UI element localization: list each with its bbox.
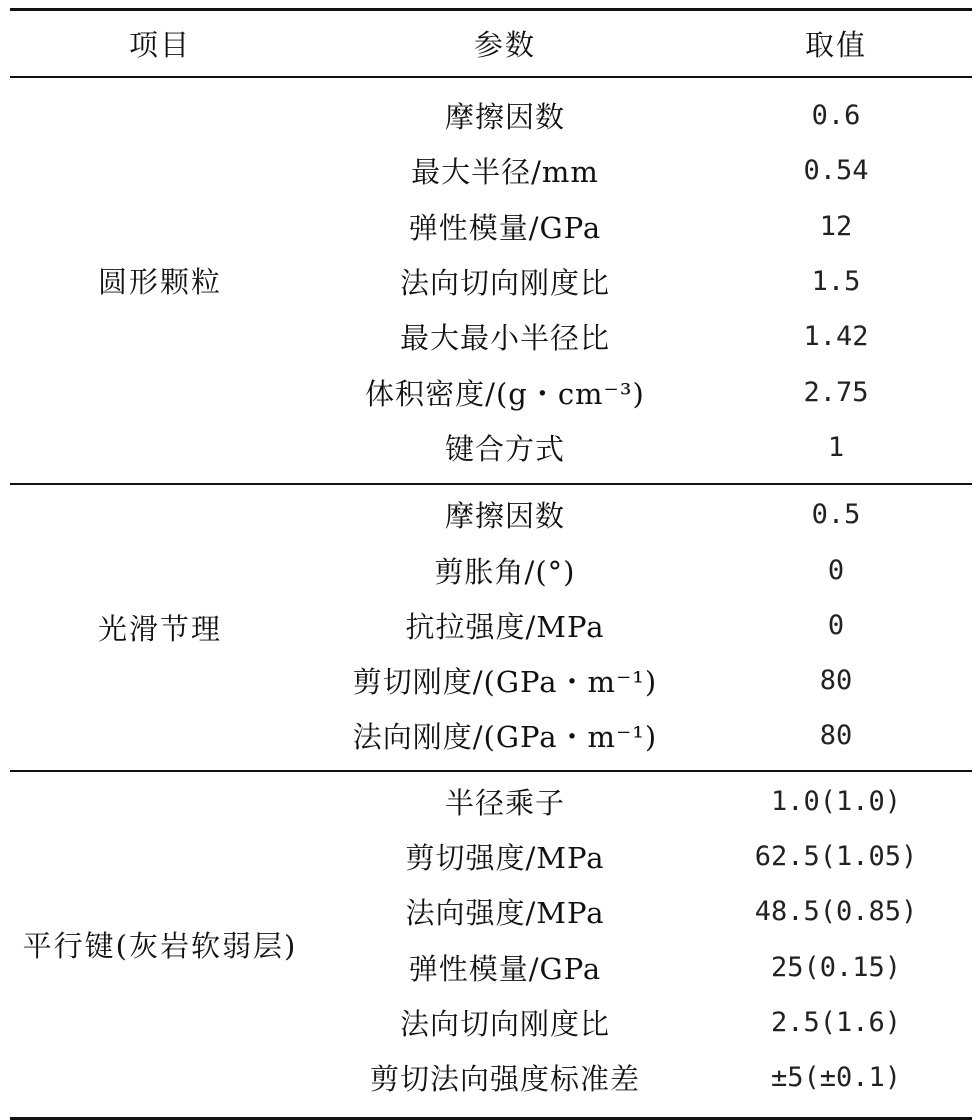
param-cell: 键合方式	[444, 431, 565, 466]
table-row	[310, 88, 972, 143]
value-cell: 12	[819, 210, 853, 242]
param-cell: 法向强度/MPa	[405, 896, 605, 931]
group-name-cell	[10, 78, 310, 483]
group-name-cell	[10, 772, 310, 1118]
param-cell: 弹性模量/GPa	[408, 210, 602, 245]
value-cell: 0	[827, 609, 845, 641]
param-cell: 最大半径/mm	[411, 155, 599, 190]
header-value-label: 取值	[804, 28, 867, 62]
table-row	[310, 254, 972, 309]
group-name: 平行键(灰岩软弱层)	[22, 928, 298, 963]
value-cell: 0.6	[811, 100, 861, 132]
parameter-table	[10, 8, 972, 1120]
group-name: 圆形颗粒	[97, 265, 222, 300]
value-cell: 2.75	[803, 376, 869, 408]
table-row	[310, 143, 972, 198]
table-row	[310, 199, 972, 254]
value-cell: 1.0(1.0)	[770, 785, 902, 817]
param-cell: 摩擦因数	[444, 499, 565, 534]
header-param-label: 参数	[473, 28, 536, 62]
table-row	[310, 309, 972, 364]
group-name: 光滑节理	[97, 611, 222, 646]
param-cell: 剪胀角/(°)	[434, 554, 576, 589]
group-smooth-joint	[10, 485, 972, 769]
table-row	[310, 487, 972, 542]
param-cell: 剪切法向强度标准差	[369, 1062, 640, 1097]
value-cell: 0.54	[803, 155, 869, 187]
header-param-cell	[310, 23, 700, 64]
group-rows	[310, 772, 972, 1118]
value-cell: 1.5	[811, 266, 861, 298]
table-row	[310, 542, 972, 597]
table-row	[310, 708, 972, 763]
value-cell: ±5(±0.1)	[770, 1062, 902, 1094]
param-cell: 法向刚度/(GPa・m⁻¹)	[352, 720, 658, 755]
value-cell: 1	[827, 431, 845, 463]
param-cell: 弹性模量/GPa	[408, 951, 602, 986]
param-cell: 剪切强度/MPa	[405, 841, 605, 875]
value-cell: 0	[827, 554, 845, 586]
value-cell: 2.5(1.6)	[770, 1006, 902, 1038]
value-cell: 48.5(0.85)	[754, 896, 918, 928]
param-cell: 体积密度/(g・cm⁻³)	[365, 376, 645, 411]
header-value-cell	[700, 23, 972, 64]
group-rows	[310, 78, 972, 483]
param-cell: 法向切向刚度比	[399, 266, 610, 301]
param-cell: 法向切向刚度比	[399, 1006, 610, 1041]
param-cell: 半径乘子	[444, 785, 565, 820]
table-row	[310, 995, 972, 1050]
table-row	[310, 1050, 972, 1105]
table-row	[310, 420, 972, 475]
group-rows	[310, 485, 972, 769]
table-row	[310, 884, 972, 939]
value-cell: 25(0.15)	[770, 951, 902, 983]
table-row	[310, 364, 972, 419]
table-row	[310, 774, 972, 829]
group-parallel-bond	[10, 772, 972, 1118]
param-cell: 最大最小半径比	[399, 321, 610, 356]
value-cell: 80	[819, 720, 853, 752]
group-name-cell	[10, 485, 310, 769]
group-circular-particles	[10, 78, 972, 483]
table-row	[310, 939, 972, 994]
table-row	[310, 598, 972, 653]
value-cell: 1.42	[803, 321, 869, 353]
param-cell: 剪切刚度/(GPa・m⁻¹)	[352, 665, 658, 700]
value-cell: 0.5	[811, 499, 861, 531]
table-row	[310, 653, 972, 708]
param-cell: 抗拉强度/MPa	[405, 609, 605, 644]
value-cell: 80	[819, 665, 853, 697]
param-cell: 摩擦因数	[444, 100, 565, 135]
header-item-cell	[10, 23, 310, 64]
header-row	[10, 11, 972, 76]
table-row	[310, 829, 972, 884]
header-item-label: 项目	[128, 28, 191, 62]
value-cell: 62.5(1.05)	[754, 841, 918, 872]
